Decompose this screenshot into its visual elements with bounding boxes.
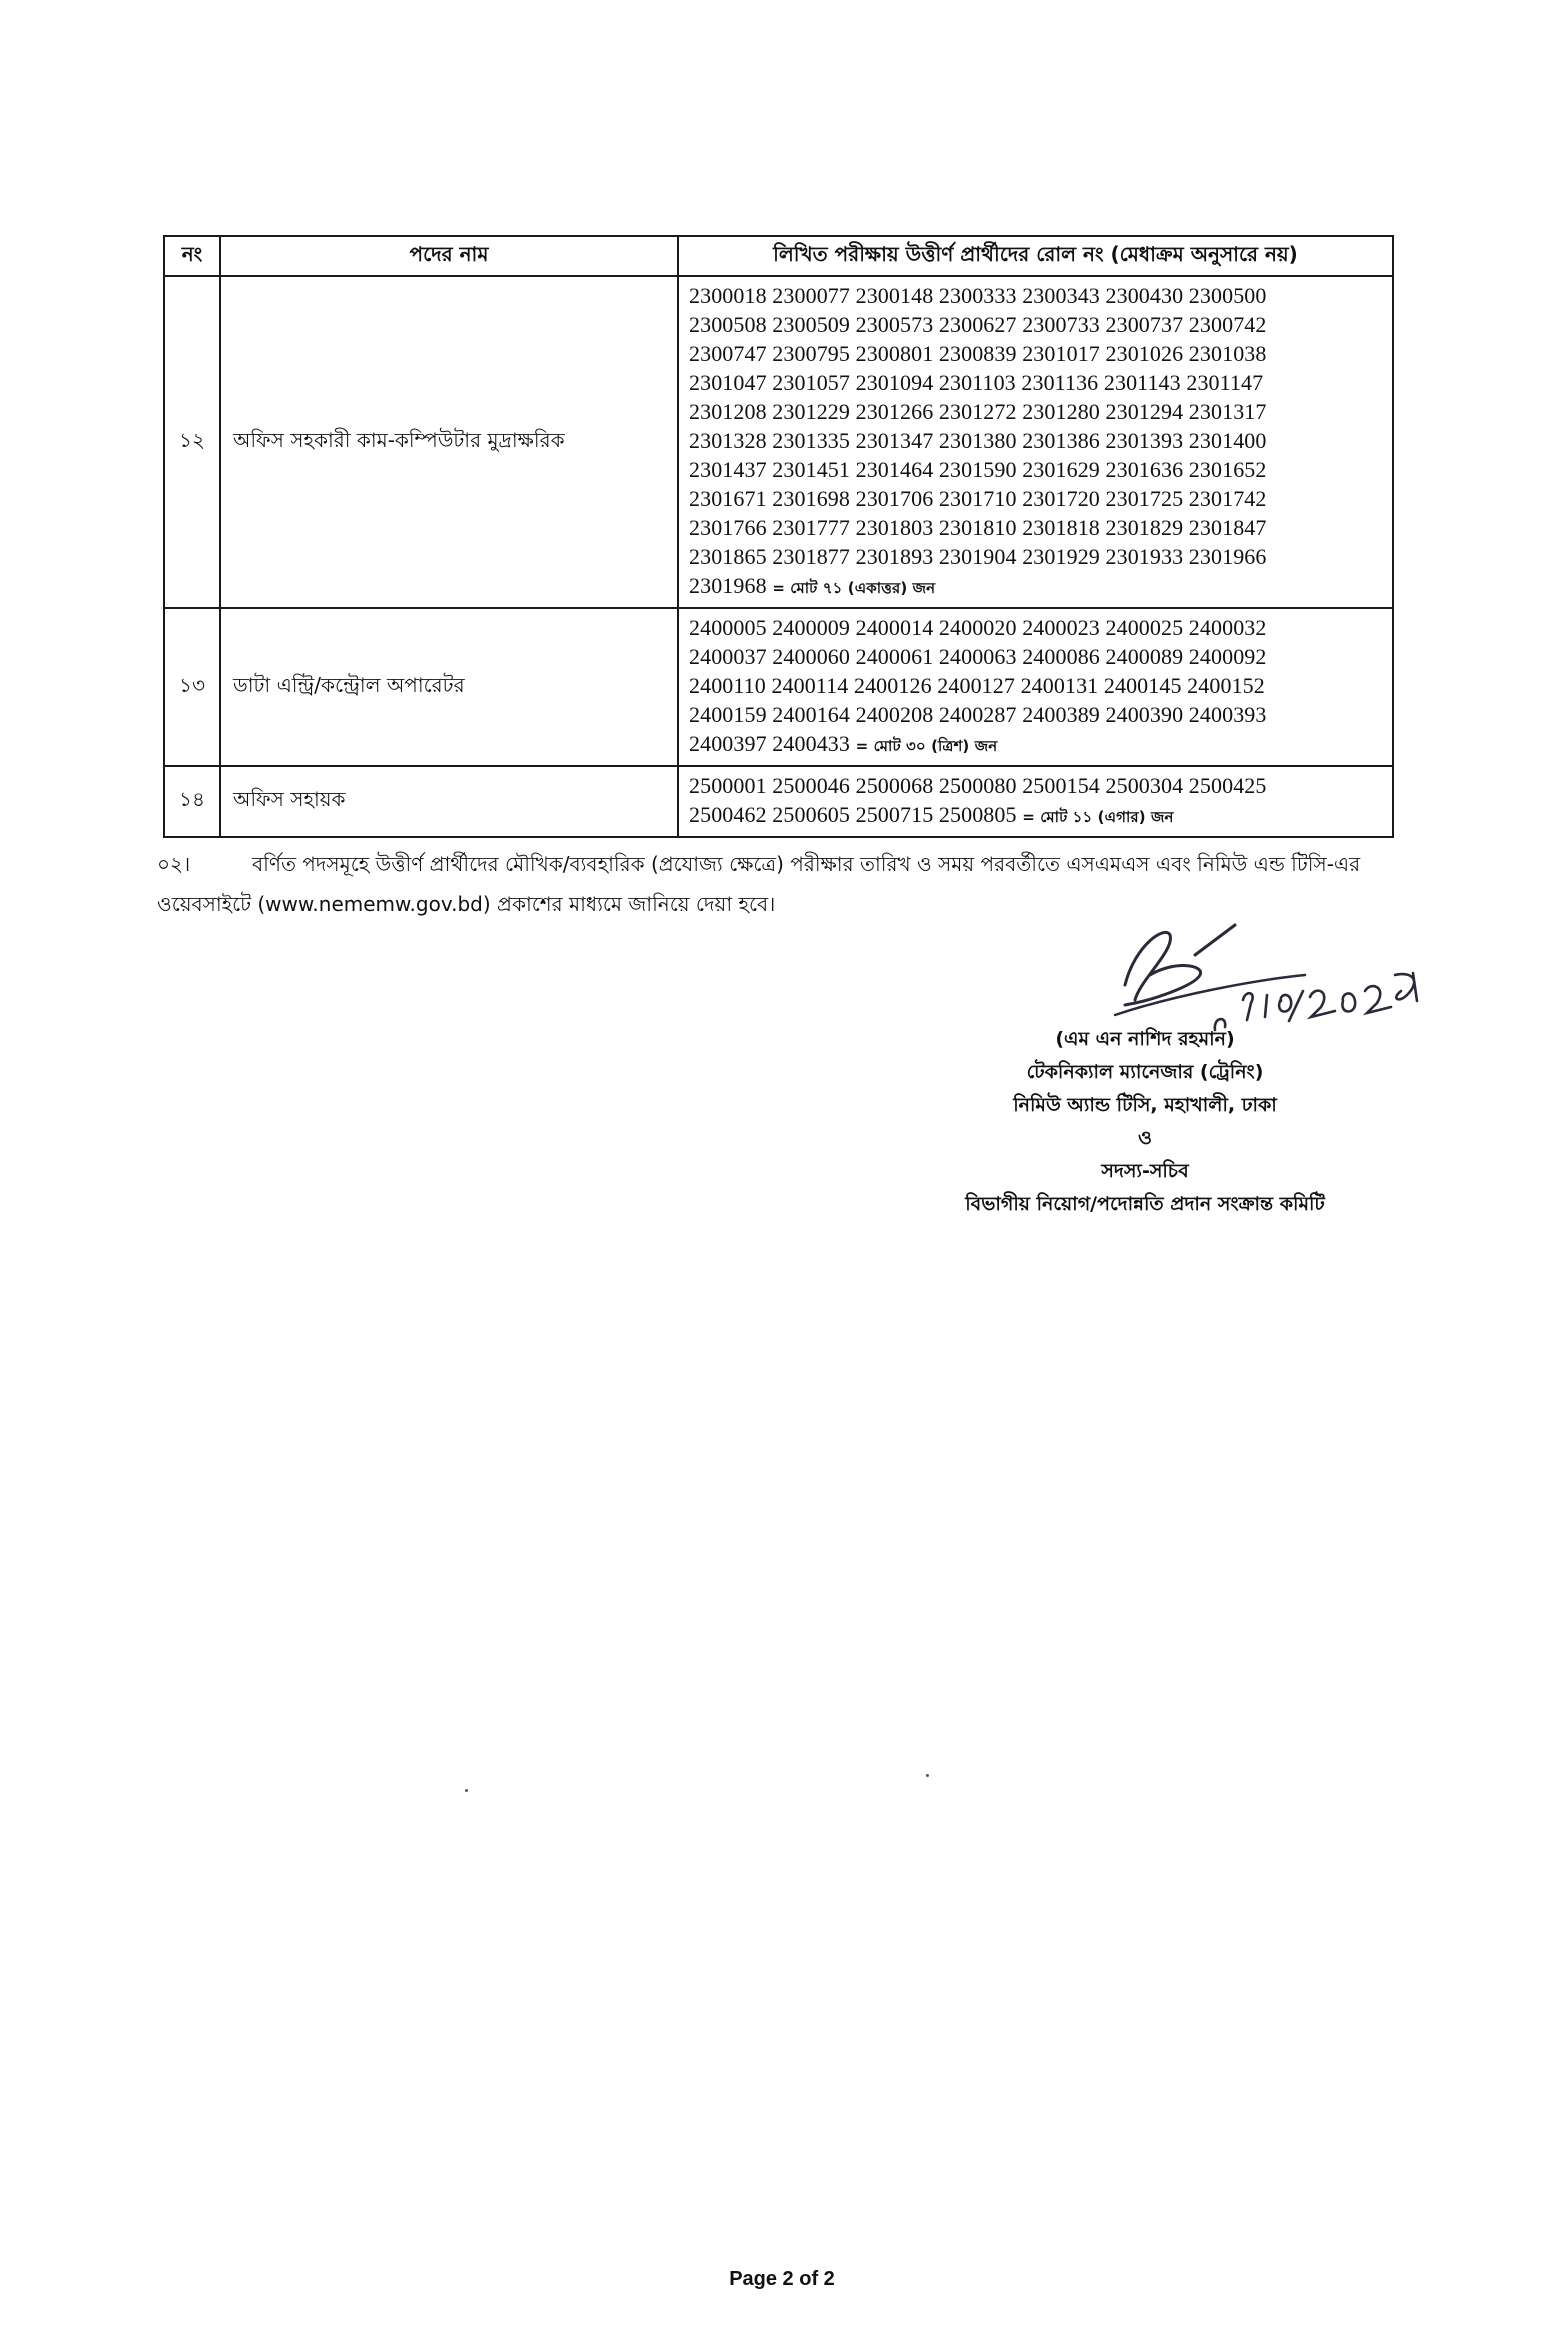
roll-list [678,766,1393,837]
roll-line: 2400037 2400060 2400061 2400063 2400086 2400089 2400092 [689,644,1267,669]
roll-total: = মোট ৭১ (একাত্তর) জন [772,579,936,597]
roll-line: 2400005 2400009 2400014 2400020 2400023 2400025 2400032 [689,615,1267,640]
post-name: অফিস সহকারী কাম-কম্পিউটার মুদ্রাক্ষরিক [220,276,678,608]
scan-speck [465,1789,468,1792]
header-post-name: পদের নাম [220,236,678,276]
roll-line: 2500001 2500046 2500068 2500080 2500154 2500304 2500425 [689,773,1267,798]
roll-line: 2301047 2301057 2301094 2301103 2301136 2301143 2301147 [689,370,1264,395]
post-name: ডাটা এন্ট্রি/কন্ট্রোল অপারেটর [220,608,678,766]
roll-line: 2301328 2301335 2301347 2301380 2301386 2301393 2301400 [689,428,1267,453]
roll-list [678,276,1393,608]
roll-list [678,608,1393,766]
roll-line: 2301671 2301698 2301706 2301710 2301720 2301725 2301742 [689,486,1267,511]
roll-total: = মোট ৩০ (ত্রিশ) জন [855,737,998,755]
roll-line: 2301437 2301451 2301464 2301590 2301629 2301636 2301652 [689,457,1267,482]
signatory-designation: টেকনিক্যাল ম্যানেজার (ট্রেনিং) [1026,1061,1264,1083]
header-no: নং [164,236,220,276]
table-row [164,608,1393,766]
roll-number-table [163,235,1394,838]
row-number: ১২ [164,276,220,608]
signatory-committee: বিভাগীয় নিয়োগ/পদোন্নতি প্রদান সংক্রান্ত কমিটি [965,1193,1325,1215]
roll-last-values: 2301968 [689,573,767,598]
table-header-row [164,236,1393,276]
roll-line: 2400159 2400164 2400208 2400287 2400389 2400390 2400393 [689,702,1267,727]
signatory-role: সদস্য-সচিব [1101,1160,1189,1182]
post-name: অফিস সহায়ক [220,766,678,837]
row-number: ১৩ [164,608,220,766]
roll-line-last [689,729,1382,761]
roll-line: 2300747 2300795 2300801 2300839 2301017 2301026 2301038 [689,341,1267,366]
roll-line-last [689,571,1382,603]
roll-line: 2300508 2300509 2300573 2300627 2300733 2300737 2300742 [689,312,1267,337]
roll-line: 2301208 2301229 2301266 2301272 2301280 2301294 2301317 [689,399,1267,424]
roll-line-last [689,800,1382,832]
roll-line: 2301865 2301877 2301893 2301904 2301929 2301933 2301966 [689,544,1267,569]
scan-speck [926,1774,929,1777]
signatory-conjunction: ও [1138,1127,1152,1149]
notice-number: ০২। [157,852,191,876]
header-roll-numbers: লিখিত পরীক্ষায় উত্তীর্ণ প্রার্থীদের রোল নং (মেধাক্রম অনুসারে নয়) [678,236,1393,276]
handwritten-signature [1095,905,1435,1035]
roll-total: = মোট ১১ (এগার) জন [1022,808,1174,826]
signatory-name: (এম এন নাশিদ রহমান) [1055,1028,1235,1050]
page-number: Page 2 of 2 [729,2268,835,2290]
roll-line: 2300018 2300077 2300148 2300333 2300343 2300430 2300500 [689,283,1267,308]
table-row [164,766,1393,837]
row-number: ১৪ [164,766,220,837]
table-row [164,276,1393,608]
roll-last-values: 2500462 2500605 2500715 2500805 [689,802,1017,827]
roll-last-values: 2400397 2400433 [689,731,850,756]
signatory-block [880,1023,1410,1221]
notice-text: বর্ণিত পদসমূহে উত্তীর্ণ প্রার্থীদের মৌখিক/ব্যবহারিক (প্রযোজ্য ক্ষেত্রে) পরীক্ষার তারিখ ও সময় পরবর্তীতে এসএমএস এবং নিমিউ এন্ড টিসি-এর ওয়েবসাইটে (www.nememw.gov.bd) প্রকাশের মাধ্যমে জানিয়ে দেয়া হবে। [157,852,1361,916]
signatory-office: নিমিউ অ্যান্ড টিসি, মহাখালী, ঢাকা [1013,1094,1277,1116]
roll-line: 2400110 2400114 2400126 2400127 2400131 2400145 2400152 [689,673,1265,698]
roll-line: 2301766 2301777 2301803 2301810 2301818 2301829 2301847 [689,515,1267,540]
